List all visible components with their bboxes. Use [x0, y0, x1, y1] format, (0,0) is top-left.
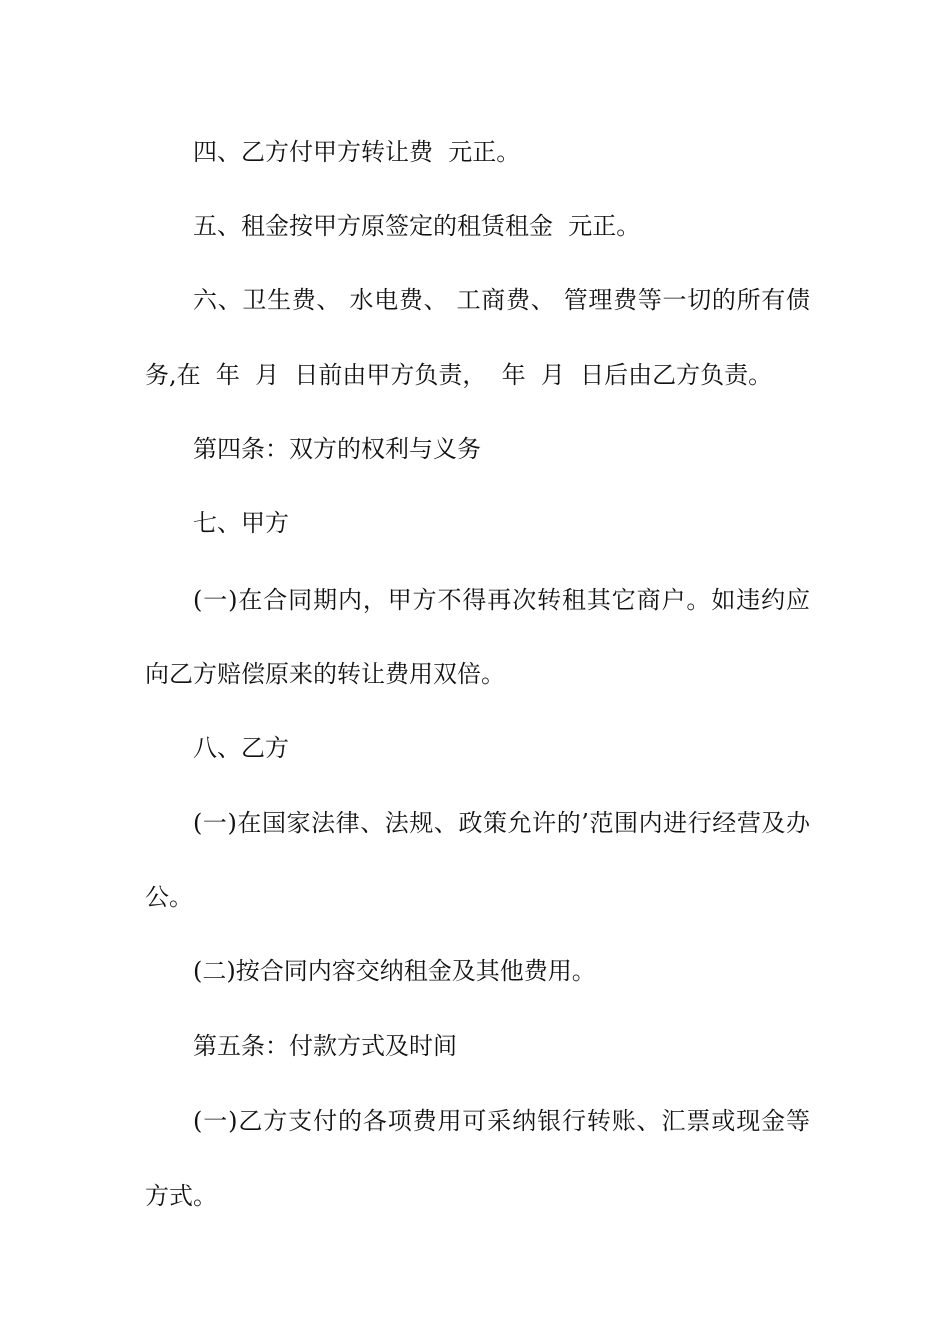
- section-party-b: 八、乙方: [193, 734, 289, 762]
- clause-rent: 五、租金按甲方原签定的租赁租金 元正。: [193, 212, 641, 240]
- article-five-heading: 第五条：付款方式及时间: [193, 1032, 457, 1060]
- clause-transfer-fee: 四、乙方付甲方转让费 元正。: [193, 138, 521, 166]
- payment-item-1-line-2: 方式。: [145, 1182, 217, 1210]
- clause-debts-line-2: 务,在 年 月 日前由甲方负责， 年 月 日后由乙方负责。: [145, 361, 773, 389]
- party-a-item-1-line-2: 向乙方赔偿原来的转让费用双倍。: [145, 660, 505, 688]
- article-four-heading: 第四条：双方的权利与义务: [193, 435, 481, 463]
- party-a-item-1-line-1: (一)在合同期内，甲方不得再次转租其它商户。如违约应: [193, 586, 810, 614]
- payment-item-1-line-1: (一)乙方支付的各项费用可采纳银行转账、汇票或现金等: [193, 1107, 810, 1135]
- party-b-item-1-line-1: (一)在国家法律、法规、政策允许的’范围内进行经营及办: [193, 809, 810, 837]
- party-b-item-1-line-2: 公。: [145, 883, 193, 911]
- section-party-a: 七、甲方: [193, 509, 289, 537]
- party-b-item-2: (二)按合同内容交纳租金及其他费用。: [193, 957, 596, 985]
- clause-debts-line-1: 六、卫生费、 水电费、 工商费、 管理费等一切的所有债: [193, 286, 810, 314]
